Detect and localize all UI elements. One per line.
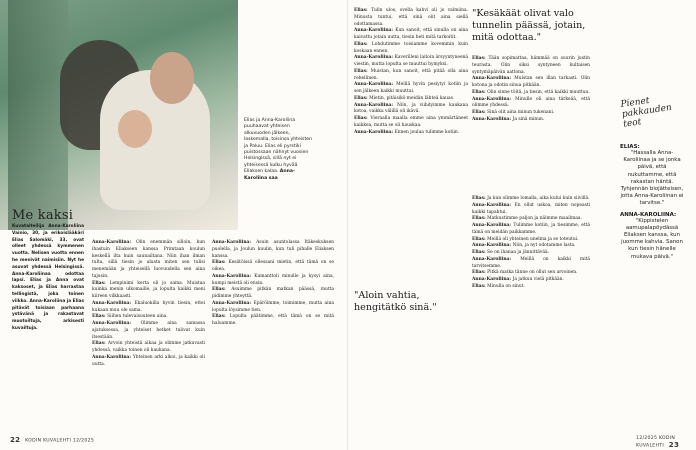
footer-left <box>10 436 94 444</box>
paragraph <box>472 277 590 284</box>
paragraph <box>472 117 590 124</box>
paragraph <box>92 281 205 301</box>
paragraph-text: Ennen joulua tulimme kotiin. <box>394 129 460 135</box>
paragraph <box>354 28 468 42</box>
sidebar-speaker-2: ANNA-KAROLIINA: <box>620 211 677 218</box>
paragraph-text: Vieraalla maalla emme aina ymmärtäneet kaikkea, mutta se oli hauskaa. <box>354 116 468 128</box>
paragraph-text: Asuimme pitkän matkan päässä, mutta pidimme yhteyttä. <box>212 287 334 299</box>
caption-text: Elias ja Anna-Karoliina puuhaavat yhteisen alkuvuoden jälkeen, laskemalla, toisinsa yhteisten ja Paluu. Elias eli pyrstiki puistossaan nähnyt vuosien Helsingissä, sillä nyt ei yhteisessä kulku hyvää Eliaksen kalaa. <box>244 118 312 175</box>
speaker-label: Anna-Karoliina: <box>472 223 514 228</box>
paragraph-text: Muistan, kun sanoit, että pitää olla aina rehellinen. <box>354 68 468 81</box>
speaker-label: Anna-Karoliina: <box>472 96 516 102</box>
paragraph <box>212 260 334 274</box>
paragraph-text: Yhteinen arki alkoi, ja kaikki oli uutta. <box>92 354 205 367</box>
right-column-1 <box>354 8 468 136</box>
speaker-label: Anna-Karoliina: <box>92 300 135 306</box>
paragraph <box>354 55 468 69</box>
sidebar-quote-2: "Kippistelen aamupalapöydässä Eliaksen kanssa, kun juomme kahvia. Sanon kun tiesin hänelle mukava päivä." <box>621 217 683 260</box>
speaker-label: Elias: <box>472 270 488 276</box>
paragraph-text: Ja sinä minun. <box>512 116 545 122</box>
paragraph-text: Kun sanoit, että sinulla on aina kaivattu jotain uutta, tiesin heti mitä tarkoitit. <box>354 28 468 40</box>
paragraph <box>472 250 590 257</box>
speaker-label: Anna-Karoliina: <box>354 82 397 88</box>
paragraph <box>472 257 590 271</box>
speaker-label: Elias: <box>472 216 488 222</box>
speaker-label: Elias: <box>472 250 488 255</box>
paragraph <box>472 196 590 203</box>
paragraph <box>472 56 590 76</box>
paragraph <box>92 341 205 355</box>
paragraph-text: Kumanttoli minulle ja kysyi aina, kumpi meistä oli ensin. <box>212 273 334 286</box>
speaker-label: Elias: <box>92 341 108 347</box>
speaker-label: Elias: <box>92 280 110 286</box>
paragraph <box>354 130 468 137</box>
pull-quote-1: "Kesäkäät olivat valo tunnelin päässä, jotain, mitä odottaa." <box>472 8 586 43</box>
paragraph-text: Minulla on sinut. <box>487 283 525 289</box>
paragraph <box>92 314 205 321</box>
paragraph <box>472 203 590 217</box>
page-number-left: 22 <box>10 436 21 444</box>
speaker-label: Anna-Karoliina: <box>92 240 137 245</box>
sidebar-speaker-1: ELIAS: <box>620 144 640 150</box>
footer-left-text: KODIN KUVALEHTI 12/2025 <box>25 438 95 444</box>
paragraph-text: Minulle oli aina tärkeää, että olimme yhdessä. <box>472 96 590 109</box>
paragraph-text: Lempinimi kerta oli jo sama. Muistaa kuinka menin ulkomaille, ja lopulta kaikki meni kiireen vilkkaasti. <box>92 280 205 299</box>
speaker-label: Elias: <box>472 89 488 95</box>
caption-credit: Anna-Karoliina saa <box>244 169 295 181</box>
paragraph-text: Tulimme kotiin, ja tiesimme, että tämä on meidän paikkamme. <box>472 223 590 235</box>
paragraph <box>472 90 590 97</box>
paragraph <box>472 76 590 90</box>
page-number-right: 23 <box>668 441 680 449</box>
paragraph <box>212 240 334 260</box>
photo-face-2 <box>118 110 152 148</box>
speaker-label: Anna-Karoliina: <box>92 354 133 360</box>
paragraph-text: Pitkä matka tänne on ollut sen arvoinen. <box>487 270 578 276</box>
speaker-label: Anna-Karoliina: <box>354 55 395 61</box>
sidebar-box <box>620 95 684 261</box>
paragraph-text: Ja kun olimme lomalla, aika kului kuin siivillä. <box>487 196 590 201</box>
paragraph <box>472 243 590 250</box>
speaker-label: Anna-Karoliina: <box>212 240 257 245</box>
paragraph <box>212 314 334 328</box>
speaker-label: Elias: <box>212 287 232 293</box>
speaker-label: Elias: <box>92 314 108 320</box>
speaker-label: Anna-Karoliina: <box>354 28 396 34</box>
paragraph <box>472 97 590 111</box>
paragraph-text: Meillä oli yhteinen unelma ja se toteutui. <box>487 236 579 242</box>
speaker-label: Elias: <box>354 116 371 121</box>
paragraph <box>92 240 205 281</box>
left-column-2 <box>212 240 334 328</box>
paragraph-text: Siihen tulevaisuuteen aina. <box>107 314 168 320</box>
speaker-label: Anna-Karoliina: <box>212 300 254 306</box>
paragraph <box>472 270 590 277</box>
speaker-label: Elias: <box>472 110 488 115</box>
footer-right-text: 12/2025 KODIN KUVALEHTI <box>636 436 676 449</box>
paragraph <box>354 69 468 83</box>
article-intro: Kuvataiteilija Anna-Karoliina Vainio, 30, ja erikoislääkäri Elias Salomäki, 33, ovat olleet yhdessä kymmenen vuotta. Nelisen vuotta ennen he menivät naimisiin. Nyt he asuvat yhdessä Helsingissä. Anna-Karoliinaa odottaa lapsi. Elias ja Anna ovat kaksoset, ja Elias harrastaa tellingistä, joka toinen viikko. Anna-Karoliina ja Elias pitävät toisiaan parhaana ystävänä ja rakastavat muotoiltuja, arkisesti kuvailtuja. <box>12 224 84 331</box>
paragraph-text: Mietin, pitäisikö meidän lähteä kauas. <box>369 95 455 101</box>
speaker-label: Anna-Karoliina: <box>354 102 398 108</box>
speaker-label: Anna-Karoliina: <box>472 243 513 249</box>
paragraph-text: Muistan sen illan tarkasti. Olin kotona ja odotin sinua pitkään. <box>472 76 590 88</box>
paragraph-text: Asuin asuntolassa Itäkeskuksen puolella, ja Joulun kuulin, kun tuli pihalle Eliaksen kanssa. <box>212 240 334 259</box>
speaker-label: Elias: <box>472 56 489 61</box>
speaker-label: Elias: <box>472 196 488 201</box>
speaker-label: Anna-Karoliina: <box>472 76 515 82</box>
photo-tree <box>8 0 68 230</box>
sidebar-title: Pienet pakkauden teot <box>620 95 673 130</box>
speaker-label: Elias: <box>212 314 230 320</box>
paragraph <box>472 237 590 244</box>
right-column-3 <box>472 196 590 291</box>
speaker-label: Elias: <box>354 95 370 101</box>
right-column-2 <box>472 56 590 124</box>
paragraph-text: Meillä on kaikki mitä tarvitsemme. <box>472 256 590 269</box>
sidebar-quote-1: "Hassalla Anna-Karoliinaa ja se jonka päivä, että nukuttamme, että rakastan häntä. Tyhjennän biojätteisen, jotta Anna-Karoliinan ei tarvitse." <box>620 150 684 207</box>
paragraph-text: Sinä olit aina minun tukenani. <box>487 110 555 115</box>
paragraph-text: Lohdutimme toisiamme kovemmin kuin koskaan ennen. <box>354 41 468 54</box>
paragraph-text: Matkustimme paljon ja näimme maailmaa. <box>487 216 582 222</box>
speaker-label: Elias: <box>354 68 371 74</box>
paragraph-text: Olin enemmän silloin, kun ihastuin Eliakseen kanssa Primtaan koulun keskellä ilta kuin saunailtana. Niin ihan ilman tulta, sillä tiesin jo alusta miten sen tulisi menemään ja yhteisellä luovuudella sen aina tajusin. <box>92 240 205 279</box>
paragraph <box>212 301 334 315</box>
speaker-label: Anna-Karoliina: <box>92 321 141 326</box>
paragraph-text: Se on ihanaa ja jännittävää. <box>487 250 550 255</box>
paragraph <box>354 103 468 117</box>
speaker-label: Elias: <box>354 8 372 13</box>
paragraph <box>92 321 205 341</box>
paragraph <box>472 110 590 117</box>
paragraph <box>472 284 590 291</box>
paragraph-text: Niin, ja viihdyimme kaukana kotoa, vaikka välillä oli ikävä. <box>354 102 468 115</box>
paragraph-text: Kesätöissä ollessani mietin, että tämä on se oikea. <box>212 260 335 272</box>
left-column-1 <box>92 240 205 368</box>
paragraph-text: Tään sopimattaa, hämmää on suurin justin teurasta. Olin siksi syntyneen kultaisen syntymäpäivän aattona. <box>472 56 590 75</box>
paragraph-text: Meillä hyvin pesiytyi kotiin ja sen jälkeen kaikki muuttui. <box>354 82 468 94</box>
speaker-label: Elias: <box>354 41 372 47</box>
speaker-label: Anna-Karoliina: <box>472 202 515 208</box>
photo-caption <box>244 118 312 182</box>
speaker-label: Elias: <box>472 283 488 289</box>
speaker-label: Anna-Karoliina: <box>472 116 513 122</box>
paragraph <box>354 116 468 130</box>
paragraph <box>92 301 205 315</box>
paragraph-text: En ollut uskoa, miten nopeasti kaikki tapahtui. <box>472 202 590 215</box>
speaker-label: Elias: <box>472 236 488 242</box>
paragraph <box>212 274 334 288</box>
paragraph <box>472 223 590 237</box>
paragraph-text: Arvoin yhteistä aikaa ja olimme jatkuvasti yhdessä, vaikka toinen oli kaukana. <box>92 341 205 353</box>
paragraph-text: Tulin ulos, ovella kahvi oli jo valmiina. Minusta tuntui, että sinä olit aina siellä odottamassa. <box>354 8 469 27</box>
couple-photo <box>0 0 238 230</box>
paragraph-text: Lopulta päätimme, että tämä on se mitä haluamme. <box>212 314 334 326</box>
paragraph <box>354 82 468 96</box>
paragraph-text: Olin sinne töitä, ja tiesin, että kaikki muuttuu. <box>487 89 590 95</box>
footer-right <box>636 436 696 449</box>
paragraph-text: Ekaluokilla hyvin tiesin, ettei kukaan muu ole sama. <box>92 300 205 313</box>
paragraph <box>354 8 468 28</box>
paragraph-text: Olimme aina samassa ajatuksessa, ja yhteiset hetket tulivat kuin itsestään. <box>92 321 205 340</box>
article-headline: Me kaksi <box>12 208 74 223</box>
paragraph-text: Niin, ja nyt odotamme lasta. <box>512 243 576 249</box>
paragraph-text: Ja jatkuu vielä pitkään. <box>512 277 564 282</box>
paragraph-text: Kaverilleni laitoin ärsyyntyneenä viestin, mutta lopulta se muuttui hymyksi. <box>354 55 469 67</box>
speaker-label: Anna-Karoliina: <box>354 129 395 135</box>
photo-face-1 <box>150 52 194 104</box>
paragraph <box>354 96 468 103</box>
speaker-label: Elias: <box>212 260 229 266</box>
paragraph <box>472 216 590 223</box>
paragraph <box>212 287 334 301</box>
speaker-label: Anna-Karoliina: <box>472 256 521 262</box>
pull-quote-2: "Aloin vahtia, hengitätkö sinä." <box>354 290 437 313</box>
speaker-label: Anna-Karoliina: <box>472 277 513 282</box>
paragraph-text: Epäröimme, toimimme, mutta aina lopulta löysimme tien. <box>212 300 334 313</box>
paragraph <box>92 355 205 369</box>
paragraph <box>354 42 468 56</box>
speaker-label: Anna-Karoliina: <box>212 273 255 279</box>
